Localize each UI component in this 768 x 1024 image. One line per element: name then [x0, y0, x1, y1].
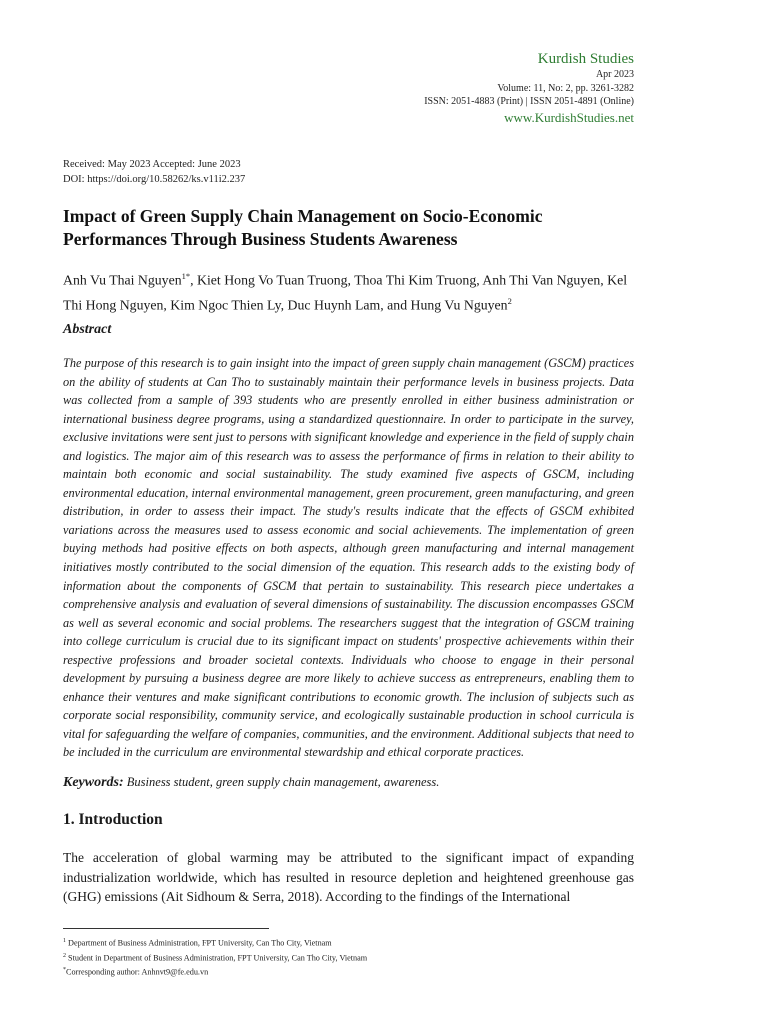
footnote-item: [63, 964, 367, 979]
abstract-heading: Abstract: [63, 322, 112, 337]
keywords-text: Business student, green supply chain management, awareness.: [123, 775, 440, 789]
footnote-mark: 1: [63, 938, 66, 944]
footnotes: [63, 935, 367, 979]
article-dates-block: [63, 157, 245, 187]
footnote-text: Corresponding author: Anhnvt9@fe.edu.vn: [66, 968, 209, 978]
author-rest: , Kiet Hong Vo Tuan Truong, Thoa Thi Kim Truong, Anh Thi Van Nguyen, Kel Thi Hong Nguyen, Kim Ngoc Thien Ly, Duc Huynh Lam, and Hung Vu Nguyen: [63, 272, 628, 313]
footnote-divider: [63, 928, 269, 929]
journal-url-link[interactable]: www.KurdishStudies.net: [504, 109, 634, 125]
introduction-paragraph: The acceleration of global warming may be attributed to the significant impact of expanding industrialization worldwide, which has resulted in resource depletion and heightened greenhouse gas (GHG) emissions (Ait Sidhoum & Serra, 2018). According to the findings of the International: [63, 850, 634, 904]
section-heading-introduction: 1. Introduction: [63, 811, 163, 828]
issue-date: Apr 2023: [595, 69, 634, 80]
footnote-mark: 2: [63, 952, 66, 959]
journal-header: [424, 50, 634, 126]
author-affiliation-mark-1: 1*: [181, 271, 191, 281]
keywords-line: [63, 775, 439, 791]
keywords-label: Keywords:: [63, 775, 124, 790]
author-first: Anh Vu Thai Nguyen: [63, 272, 182, 288]
abstract-body: The purpose of this research is to gain insight into the impact of green supply chain management (GSCM) practices on the ability of students at Can Tho to sustainably maintain their performance levels in business projects. Data was collected from a sample of 393 students who are presently enrolled in either business administration or international business degree programs, using a standardized questionnaire. In order to participate in the survey, exclusive invitations were sent just to persons with significant knowledge and experience in the field of supply chain and logistics. The major aim of this research was to assess the performance of firms in relation to their ability to maintain both economic and social sustainability. The study examined five aspects of GSCM, including environmental education, internal environmental management, green procurement, green manufacturing, and green distribution, in order to assess their impact. The study's results indicate that the effects of GSCM exhibited variations across the measures used to assess economic and social achievements. The implementation of green buying methods had positive effects on both aspects, although green manufacturing and internal management initiatives mostly contributed to the social dimension of the equation. This research adds to the existing body of information about the components of GSCM that pertain to sustainability. This research piece undertakes a comprehensive analysis and evaluation of several dimensions of sustainability. The discussion encompasses GSCM as well as several economic and social problems. The researchers suggest that the integration of GSCM training into college curriculum is crucial due to its significant impact on students' prospective achievements within their respective professions and broader societal contexts. Individuals who choose to engage in their personal development by pursuing a business degree are more likely to achieve success as entrepreneurs, enabling them to enhance their ventures and make significant contributions to economic growth. The inclusion of subjects such as corporate social responsibility, community service, and ecologically sustainable production in school curricula is vital for safeguarding the welfare of companies, communities, and the environment. Additional subjects that need to be included in the curriculum are environmental stewardship and ethical corporate practices.: [63, 356, 634, 760]
footnote-mark: *: [63, 967, 66, 974]
doi-link[interactable]: DOI: https://doi.org/10.58262/ks.v11i2.237: [63, 174, 246, 185]
volume-info: Volume: 11, No: 2, pp. 3261-3282: [497, 82, 634, 94]
article-title: Impact of Green Supply Chain Management on Socio-Economic Performances Through Business Students Awareness: [63, 206, 543, 249]
author-affiliation-mark-2: 2: [507, 295, 512, 306]
footnote-text: Department of Business Administration, FPT University, Can Tho City, Vietnam: [66, 938, 332, 948]
issn-info: ISSN: 2051-4883 (Print) | ISSN 2051-4891 (Online): [424, 96, 634, 107]
author-list: [63, 266, 643, 315]
journal-name: Kurdish Studies: [537, 51, 634, 67]
footnote-item: [63, 935, 367, 950]
received-accepted-dates: Received: May 2023 Accepted: June 2023: [63, 159, 241, 170]
footnote-text: Student in Department of Business Administration, FPT University, Can Tho City, Vietnam: [66, 953, 368, 963]
footnote-item: [63, 950, 367, 965]
